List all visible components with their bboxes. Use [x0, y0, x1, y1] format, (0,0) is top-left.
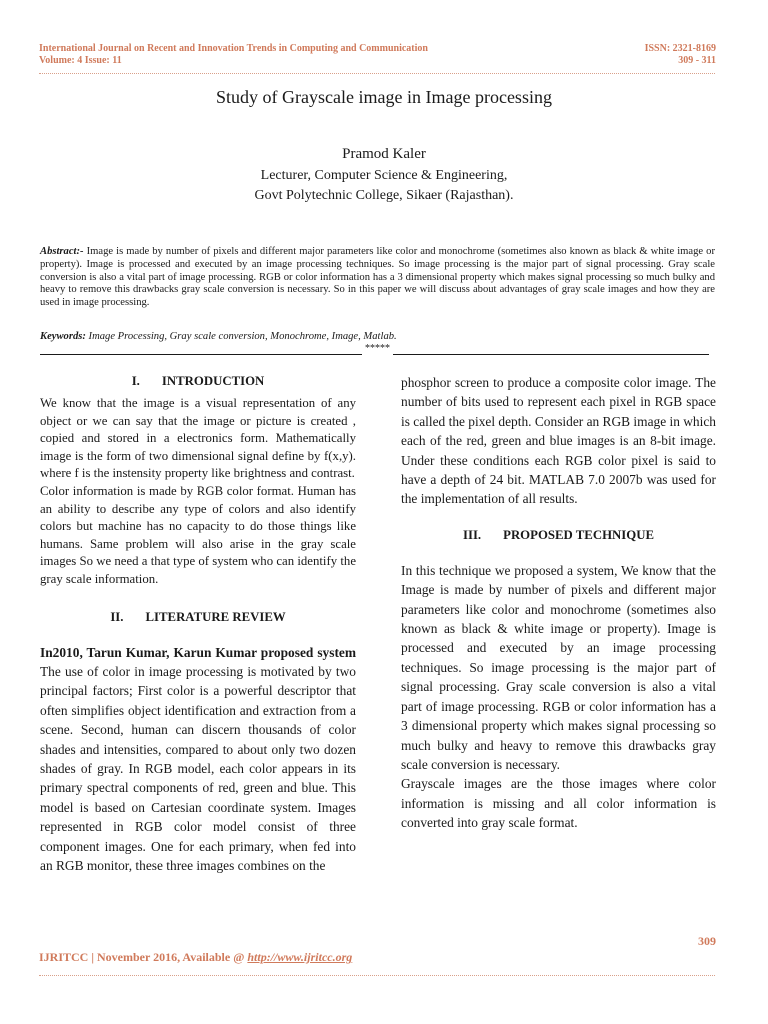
keywords-label: Keywords: [40, 331, 86, 342]
section-heading-proposed-technique [401, 527, 716, 543]
section-number: II. [110, 609, 124, 624]
page-range: 309 - 311 [678, 55, 716, 66]
footer-text: IJRITCC | November 2016, Available @ [39, 950, 248, 964]
page-number: 309 [698, 934, 716, 948]
abstract-label: Abstract:- [40, 246, 84, 257]
journal-meta [645, 43, 716, 67]
separator-line-right [393, 354, 709, 355]
section-heading-literature-review [40, 609, 356, 625]
intro-paragraph-2: Color information is made by RGB color format. Human has an ability to describe any type of colors and also identify colors but machine has no capacity to do those things like humans. Same problem will also arise in the gray scale images So we need a that type of system who can identify the gray scale information. [40, 483, 356, 586]
abstract [40, 246, 715, 310]
literature-paragraph-continued: phosphor screen to produce a composite color image. The number of bits used to represent each pixel in RGB space is called the pixel depth. Consider an RGB image in which each of the red, green and blue images is an 8-bit image. Under these conditions each RGB color pixel is said to have a depth of 24 bit. MATLAB 7.0 2007b was used for the implementation of all results. [401, 375, 716, 507]
keywords [40, 331, 715, 344]
section-number: I. [131, 374, 140, 388]
proposed-paragraph-1: In this technique we proposed a system, We know that the Image is made by number of pixels and different major parameters like color and monochrome (sometimes also known as black & white image or property). Image is processed and executed by an image processing techniques. So image processing is the major part of signal processing. Gray scale conversion is also a vital part of image processing. RGB or color information has a 3 dimensional property which makes signal processing so much bulky and heavy to remove this drawbacks gray scale conversion is necessary. [401, 562, 716, 772]
literature-text: The use of color in image processing is motivated by two principal factors; First color is a powerful descriptor that often simplifies object identification and extraction from a scene. Second, human can discern thousands of color shades and intensities, compared to about only two dozen shades of gray. In RGB model, each color appears in its primary spectral components of red, green and blue. This model is based on Cartesian coordinate system. Images represented in RGB color model consist of three component images. One for each primary, when fed into an RGB monitor, these three images combines on the [40, 663, 356, 873]
intro-paragraph-1: We know that the image is a visual representation of any object or we can say that the image or picture is created , copied and stored in a electronics form. Mathematically image is the form of two dimensional signal define by f(x,y). where f is the instensity property like brightness and contrast. [40, 396, 356, 481]
keywords-text: Image Processing, Gray scale conversion, Monochrome, Image, Matlab. [85, 331, 397, 342]
right-column [401, 373, 716, 833]
section-title: INTRODUCTION [161, 374, 265, 388]
separator-stars: ***** [365, 343, 390, 354]
issn: ISSN: 2321-8169 [644, 43, 716, 54]
section-title: PROPOSED TECHNIQUE [503, 527, 654, 542]
literature-lead: In2010, Tarun Kumar, Karun Kumar proposed system [40, 644, 356, 660]
paper-title: Study of Grayscale image in Image processing [216, 87, 552, 107]
literature-paragraph [40, 643, 356, 876]
section-heading-introduction [40, 373, 356, 389]
author-affiliation-2: Govt Polytechnic College, Sikaer (Rajasthan). [254, 188, 514, 203]
footer [39, 950, 352, 965]
separator-line-left [40, 354, 362, 355]
author-affiliation-1: Lecturer, Computer Science & Engineering, [260, 168, 508, 183]
header-divider [39, 73, 715, 74]
left-column [40, 373, 356, 875]
journal-website-link[interactable]: http://www.ijritcc.org [247, 950, 353, 964]
author-name: Pramod Kaler [342, 146, 426, 162]
journal-header [39, 43, 428, 67]
footer-divider [39, 975, 715, 976]
section-number: III. [462, 527, 482, 542]
journal-volume: Volume: 4 Issue: 11 [39, 55, 122, 66]
journal-name: International Journal on Recent and Innovation Trends in Computing and Communication [39, 43, 428, 54]
proposed-paragraph-2: Grayscale images are the those images where color information is missing and all color information is converted into gray scale format. [401, 776, 716, 831]
abstract-text: Image is made by number of pixels and different major parameters like color and monochrome (sometimes also known as black & white image or property). Image is processed and executed by an image processing techniques. So image processing is the major part of signal processing. Gray scale conversion is also a vital part of image processing. RGB or color information has a 3 dimensional property which makes signal processing so much bulky and heavy to remove this drawbacks gray scale conversion is necessary. So in this paper we will discuss about advantages of gray scale images and how they are used in image processing. [40, 246, 715, 309]
section-title: LITERATURE REVIEW [145, 609, 286, 624]
